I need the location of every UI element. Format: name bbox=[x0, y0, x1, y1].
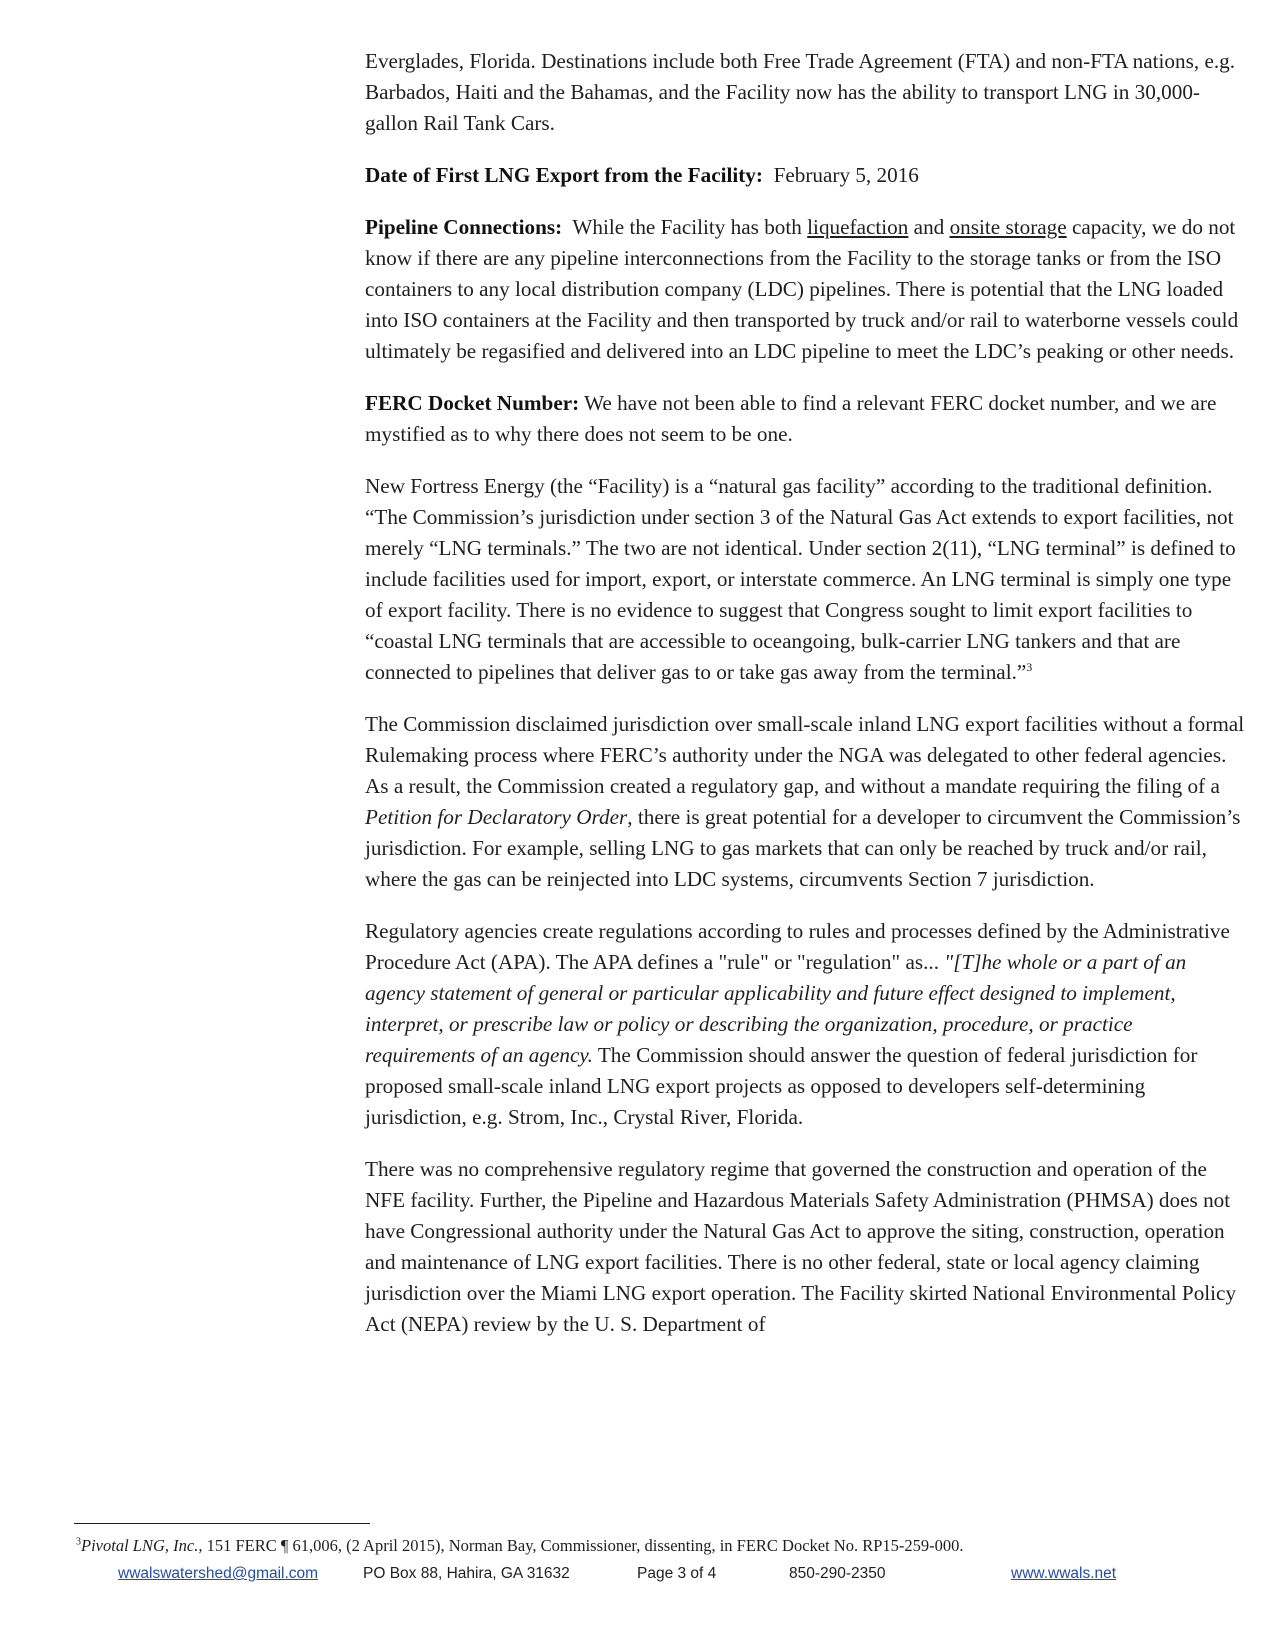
first-export-date: February 5, 2016 bbox=[773, 163, 919, 187]
footer-page-number: Page 3 of 4 bbox=[637, 1565, 717, 1582]
paragraph-ferc-docket: FERC Docket Number: We have not been able to find a relevant FERC docket number, and we are mystified as to why there does not seem to be one. bbox=[365, 391, 1217, 446]
paragraph-first-export-date bbox=[365, 160, 1245, 191]
footer-email-link[interactable]: wwalswatershed@gmail.com bbox=[118, 1565, 319, 1582]
paragraph-no-regulatory-regime: There was no comprehensive regulatory regime that governed the construction and operation of the NFE facility. Further, the Pipeline and Hazardous Materials Safety Administration (PHMSA) does not have Congressional authority under the Natural Gas Act to approve the siting, construction, operation and maintenance of LNG export facilities. There is no other federal, state or local agency claiming jurisdiction over the Miami LNG export operation. The Facility skirted National Environmental Policy Act (NEPA) review by the U. S. Department of bbox=[365, 1157, 1237, 1336]
paragraph-new-fortress: New Fortress Energy (the “Facility) is a “natural gas facility” according to the traditional definition. “The Commission’s jurisdiction under section 3 of the Natural Gas Act extends to export facilities, not merely “LNG terminals.” The two are not identical. Under section 2(11), “LNG terminal” is defined to include facilities used for import, export, or interstate commerce. An LNG terminal is simply one type of export facility. There is no evidence to suggest that Congress sought to limit export facilities to “coastal LNG terminals that are accessible to oceangoing, bulk-carrier LNG tankers and that are connected to pipelines that deliver gas to or take gas away from the terminal.”$^3$ bbox=[365, 474, 1236, 684]
paragraph-pipeline-connections: Pipeline Connections: While the Facility has both liquefaction and onsite storage capacity, we do not know if there are any pipeline interconnections from the Facility to the storage tanks or from the ISO containers to any local distribution company (LDC) pipelines. There is potential that the LNG loaded into ISO containers at the Facility and then transported by truck and/or rail to waterborne vessels could ultimately be regasified and delivered into an LDC pipeline to meet the LDC’s peaking or other needs. bbox=[365, 215, 1239, 363]
paragraph-commission-disclaimed: The Commission disclaimed jurisdiction over small-scale inland LNG export facilities without a formal Rulemaking process where FERC’s authority under the NGA was delegated to other federal agencies. As a result, the Commission created a regulatory gap, and without a mandate requiring the filing of a Petition for Declaratory Order, there is great potential for a developer to circumvent the Commission’s jurisdiction. For example, selling LNG to gas markets that can only be reached by truck and/or rail, where the gas can be reinjected into LDC systems, circumvents Section 7 jurisdiction. bbox=[365, 712, 1245, 891]
onsite-storage-underlined: onsite storage bbox=[949, 215, 1067, 239]
footer-address: PO Box 88, Hahira, GA 31632 bbox=[363, 1565, 570, 1582]
pipeline-connections-label: Pipeline Connections: bbox=[365, 215, 563, 239]
paragraph-regulatory-agencies: Regulatory agencies create regulations according to rules and processes defined by the Administrative Procedure Act (APA). The APA defines a "rule" or "regulation" as... "[T]he whole or a part of an agency statement of general or particular applicability and future effect designed to implement, interpret, or prescribe law or policy or describing the organization, procedure, or practice requirements of an agency. The Commission should answer the question of federal jurisdiction for proposed small-scale inland LNG export projects as opposed to developers self-determining jurisdiction, e.g. Strom, Inc., Crystal River, Florida. bbox=[365, 919, 1230, 1129]
apa-definition-italic: "[T]he whole or a part of an agency statement of general or particular applicability and future effect designed to implement, interpret, or prescribe law or policy or describing the organization, procedure, or practice requirements of an agency. bbox=[365, 950, 1187, 1067]
footnote bbox=[76, 1536, 1216, 1556]
footer-website-link[interactable]: www.wwals.net bbox=[1011, 1565, 1117, 1582]
footer-phone: 850-290-2350 bbox=[789, 1565, 886, 1582]
paragraph-everglades: Everglades, Florida. Destinations include both Free Trade Agreement (FTA) and non-FTA nations, e.g. Barbados, Haiti and the Bahamas, and the Facility now has the ability to transport LNG in 30,000-gallon Rail Tank Cars. bbox=[365, 49, 1236, 135]
footnote-number: 3 bbox=[76, 1536, 81, 1548]
liquefaction-underlined: liquefaction bbox=[807, 215, 909, 239]
first-export-label: Date of First LNG Export from the Facility: bbox=[365, 163, 763, 187]
footnote-divider bbox=[74, 1523, 370, 1524]
ferc-docket-label: FERC Docket Number: bbox=[365, 391, 580, 415]
footnote-reference[interactable]: 3 bbox=[1026, 659, 1033, 674]
footnote-text: 151 FERC ¶ 61,006, (2 April 2015), Norman Bay, Commissioner, dissenting, in FERC Docket No. RP15-259-000. bbox=[206, 1536, 964, 1555]
petition-italic: Petition for Declaratory Order bbox=[365, 805, 628, 829]
footnote-case-name: Pivotal LNG, Inc., bbox=[81, 1536, 203, 1555]
page-footer bbox=[0, 1565, 1275, 1587]
document-body bbox=[365, 46, 1245, 1361]
